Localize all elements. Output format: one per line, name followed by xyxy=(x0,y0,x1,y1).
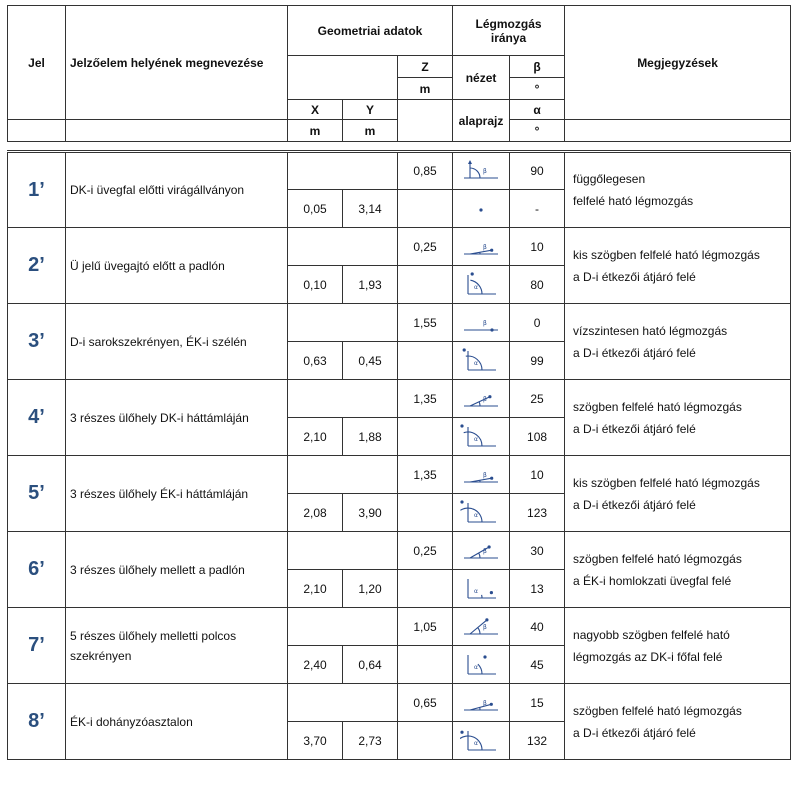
row-alpha: 108 xyxy=(510,418,565,456)
row-alpha: 13 xyxy=(510,570,565,608)
row-plan-view xyxy=(453,646,510,684)
row-plan-view xyxy=(453,494,510,532)
header-blank-jel xyxy=(8,120,66,142)
svg-text:β: β xyxy=(483,623,487,631)
row-side-view xyxy=(453,608,510,646)
side-view-icon xyxy=(460,310,502,336)
header-x: X xyxy=(288,100,343,120)
side-view-icon xyxy=(460,386,502,412)
row-jel: 8’ xyxy=(8,684,66,760)
svg-text:β: β xyxy=(483,699,487,707)
row-side-view xyxy=(453,228,510,266)
row-note xyxy=(565,380,791,456)
measurement-table xyxy=(7,5,791,760)
row-note-line2: a D-i étkezői átjáró felé xyxy=(573,345,696,360)
row-z: 1,05 xyxy=(398,608,453,646)
row-jel: 6’ xyxy=(8,532,66,608)
row-beta: 25 xyxy=(510,380,565,418)
row-z-blank xyxy=(398,570,453,608)
row-plan-view xyxy=(453,570,510,608)
row-note-line2: a ÉK-i homlokzati üvegfal felé xyxy=(573,573,732,588)
row-note xyxy=(565,608,791,684)
row-xy-blank xyxy=(288,532,398,570)
row-side-view xyxy=(453,304,510,342)
plan-view-icon xyxy=(460,728,502,754)
row-y: 1,20 xyxy=(343,570,398,608)
row-note-line1: függőlegesen xyxy=(573,172,646,186)
plan-view-icon xyxy=(460,424,502,450)
row-z: 1,35 xyxy=(398,456,453,494)
svg-text:α: α xyxy=(474,283,478,291)
row-xy-blank xyxy=(288,684,398,722)
row-plan-view xyxy=(453,190,510,228)
table-row xyxy=(8,304,791,342)
header-beta: β xyxy=(510,56,565,78)
side-view-icon xyxy=(460,690,502,716)
header-separator xyxy=(8,142,791,152)
row-xy-blank xyxy=(288,380,398,418)
row-note-line1: vízszintesen ható légmozgás xyxy=(573,323,728,338)
row-note-line2: a D-i étkezői átjáró felé xyxy=(573,497,696,512)
svg-text:β: β xyxy=(483,319,487,327)
svg-text:α: α xyxy=(474,359,478,367)
row-name: DK-i üvegfal előtti virágállványon xyxy=(66,152,288,228)
header-view: nézet xyxy=(453,56,510,100)
row-y: 1,88 xyxy=(343,418,398,456)
svg-text:β: β xyxy=(483,168,487,175)
plan-view-icon xyxy=(460,196,502,222)
row-beta: 15 xyxy=(510,684,565,722)
row-xy-blank xyxy=(288,152,398,190)
row-jel: 2’ xyxy=(8,228,66,304)
row-y: 0,64 xyxy=(343,646,398,684)
svg-text:α: α xyxy=(474,435,478,443)
header-name: Jelzőelem helyének megnevezése xyxy=(66,6,288,120)
svg-text:β: β xyxy=(483,243,487,251)
row-note-line1: kis szögben felfelé ható légmozgás xyxy=(573,475,760,490)
row-beta: 10 xyxy=(510,456,565,494)
plan-view-icon xyxy=(460,272,502,298)
header-z-blank xyxy=(398,100,453,142)
table-row xyxy=(8,684,791,722)
svg-text:α: α xyxy=(474,739,478,747)
row-note-line2: a D-i étkezői átjáró felé xyxy=(573,421,696,436)
row-alpha: 99 xyxy=(510,342,565,380)
plan-view-icon xyxy=(460,652,502,678)
row-note xyxy=(565,228,791,304)
row-z-blank xyxy=(398,342,453,380)
row-name: 3 részes ülőhely ÉK-i háttámláján xyxy=(66,456,288,532)
row-z-blank xyxy=(398,418,453,456)
header-y-unit: m xyxy=(343,120,398,142)
row-x: 2,10 xyxy=(288,418,343,456)
row-z-blank xyxy=(398,190,453,228)
row-note-line2: légmozgás az DK-i főfal felé xyxy=(573,649,723,664)
row-jel: 7’ xyxy=(8,608,66,684)
row-side-view xyxy=(453,152,510,190)
row-x: 3,70 xyxy=(288,722,343,760)
row-name: 3 részes ülőhely mellett a padlón xyxy=(66,532,288,608)
table-row xyxy=(8,152,791,190)
row-z: 0,25 xyxy=(398,532,453,570)
row-z-blank xyxy=(398,722,453,760)
plan-view-icon xyxy=(460,348,502,374)
row-alpha: 80 xyxy=(510,266,565,304)
row-note xyxy=(565,304,791,380)
row-jel: 4’ xyxy=(8,380,66,456)
row-beta: 10 xyxy=(510,228,565,266)
header-alpha-unit: ° xyxy=(510,120,565,142)
row-jel: 3’ xyxy=(8,304,66,380)
row-note xyxy=(565,684,791,760)
row-side-view xyxy=(453,684,510,722)
header-x-unit: m xyxy=(288,120,343,142)
row-note-line1: szögben felfelé ható légmozgás xyxy=(573,399,742,414)
row-z: 1,55 xyxy=(398,304,453,342)
header-blank-name xyxy=(66,120,288,142)
row-name: D-i sarokszekrényen, ÉK-i szélén xyxy=(66,304,288,380)
header-blank-notes xyxy=(565,120,791,142)
header-plan: alaprajz xyxy=(453,100,510,142)
row-note-line2: a D-i étkezői átjáró felé xyxy=(573,269,696,284)
row-xy-blank xyxy=(288,456,398,494)
row-xy-blank xyxy=(288,228,398,266)
side-view-icon xyxy=(460,462,502,488)
svg-text:β: β xyxy=(483,547,487,555)
row-plan-view xyxy=(453,342,510,380)
row-beta: 30 xyxy=(510,532,565,570)
row-plan-view xyxy=(453,418,510,456)
row-jel: 1’ xyxy=(8,152,66,228)
row-note-line1: nagyobb szögben felfelé ható xyxy=(573,627,730,642)
header-notes: Megjegyzések xyxy=(565,6,791,120)
svg-text:α: α xyxy=(474,587,478,595)
svg-text:α: α xyxy=(474,511,478,519)
row-side-view xyxy=(453,532,510,570)
svg-text:β: β xyxy=(483,395,487,403)
row-name: 3 részes ülőhely DK-i háttámláján xyxy=(66,380,288,456)
side-view-icon xyxy=(460,234,502,260)
row-name: 5 részes ülőhely melletti polcos szekrényen xyxy=(66,608,288,684)
row-y: 0,45 xyxy=(343,342,398,380)
row-x: 0,05 xyxy=(288,190,343,228)
row-name: Ü jelű üvegajtó előtt a padlón xyxy=(66,228,288,304)
row-beta: 90 xyxy=(510,152,565,190)
svg-text:β: β xyxy=(483,471,487,479)
row-y: 3,14 xyxy=(343,190,398,228)
side-view-icon xyxy=(460,158,502,184)
row-z-blank xyxy=(398,494,453,532)
header-z: Z xyxy=(398,56,453,78)
row-z-blank xyxy=(398,266,453,304)
table-row xyxy=(8,532,791,570)
header-z-unit: m xyxy=(398,78,453,100)
row-xy-blank xyxy=(288,304,398,342)
table-row xyxy=(8,608,791,646)
row-side-view xyxy=(453,380,510,418)
svg-text:α: α xyxy=(474,663,478,671)
row-beta: 40 xyxy=(510,608,565,646)
row-x: 2,10 xyxy=(288,570,343,608)
row-z-blank xyxy=(398,646,453,684)
row-y: 2,73 xyxy=(343,722,398,760)
table-row xyxy=(8,228,791,266)
row-xy-blank xyxy=(288,608,398,646)
row-x: 0,63 xyxy=(288,342,343,380)
row-z: 0,65 xyxy=(398,684,453,722)
header-jel: Jel xyxy=(8,6,66,120)
row-z: 0,85 xyxy=(398,152,453,190)
row-note-line1: kis szögben felfelé ható légmozgás xyxy=(573,247,760,262)
row-jel: 5’ xyxy=(8,456,66,532)
row-x: 0,10 xyxy=(288,266,343,304)
row-x: 2,08 xyxy=(288,494,343,532)
plan-view-icon xyxy=(460,500,502,526)
row-x: 2,40 xyxy=(288,646,343,684)
row-alpha: 132 xyxy=(510,722,565,760)
row-note-line1: szögben felfelé ható légmozgás xyxy=(573,551,742,566)
row-note-line2: felfelé ható légmozgás xyxy=(573,194,694,208)
row-y: 1,93 xyxy=(343,266,398,304)
row-z: 0,25 xyxy=(398,228,453,266)
row-alpha: - xyxy=(510,190,565,228)
row-y: 3,90 xyxy=(343,494,398,532)
row-note-line1: szögben felfelé ható légmozgás xyxy=(573,703,742,718)
table-row xyxy=(8,380,791,418)
row-side-view xyxy=(453,456,510,494)
row-beta: 0 xyxy=(510,304,565,342)
header-airflow: Légmozgás iránya xyxy=(453,6,565,56)
row-alpha: 45 xyxy=(510,646,565,684)
row-z: 1,35 xyxy=(398,380,453,418)
table-row xyxy=(8,456,791,494)
row-note xyxy=(565,456,791,532)
row-alpha: 123 xyxy=(510,494,565,532)
header-y: Y xyxy=(343,100,398,120)
row-note xyxy=(565,532,791,608)
header-alpha: α xyxy=(510,100,565,120)
row-note-line2: a D-i étkezői átjáró felé xyxy=(573,725,696,740)
side-view-icon xyxy=(460,614,502,640)
header-beta-unit: ° xyxy=(510,78,565,100)
row-plan-view xyxy=(453,266,510,304)
header-geometry: Geometriai adatok xyxy=(288,6,453,56)
row-note xyxy=(565,152,791,228)
side-view-icon xyxy=(460,538,502,564)
header-blank xyxy=(288,56,398,100)
row-plan-view xyxy=(453,722,510,760)
plan-view-icon xyxy=(460,576,502,602)
row-name: ÉK-i dohányzóasztalon xyxy=(66,684,288,760)
